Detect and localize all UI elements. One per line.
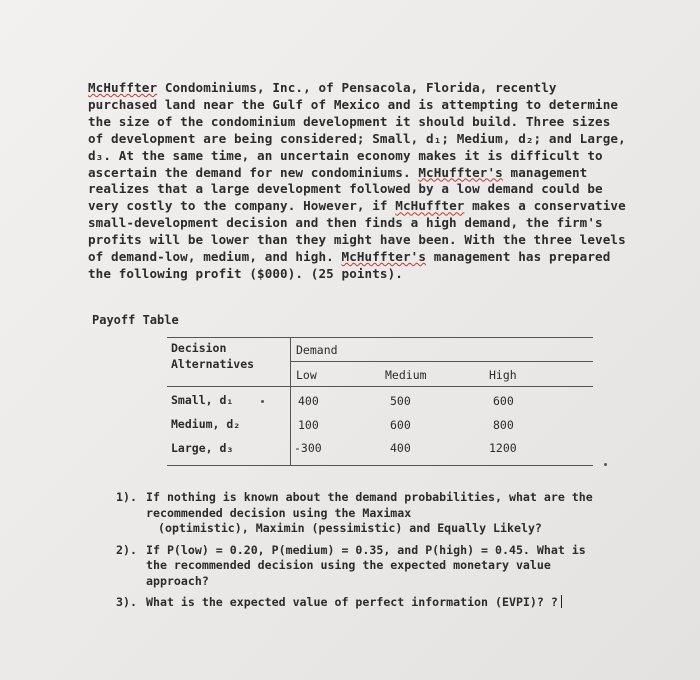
paragraph-line: the following profit ($000). (25 points). <box>88 265 403 281</box>
question-item <box>116 490 646 537</box>
stray-dot <box>604 463 607 466</box>
paragraph-line: d₃. At the same time, an uncertain economy makes it is difficult to <box>88 147 603 163</box>
cell-medium-medium: 600 <box>390 418 411 432</box>
paragraph-line: the size of the condominium development it should build. Three sizes <box>88 113 611 129</box>
cell-medium-low: 100 <box>298 418 319 432</box>
cell-small-low: 400 <box>298 394 319 408</box>
paragraph-line: profits will be lower than they might have been. With the three levels <box>88 232 626 248</box>
table-top-rule <box>167 337 593 338</box>
question-line: If nothing is known about the demand probabilities, what are the <box>146 490 593 504</box>
question-line: approach? <box>146 573 209 588</box>
row-label-small: Small, d₁ <box>171 393 234 407</box>
cell-small-high: 600 <box>493 394 514 408</box>
payoff-table-heading: Payoff Table <box>92 313 179 327</box>
column-header-low: Low <box>296 368 317 382</box>
paragraph-line: McHuffter Condominiums, Inc., of Pensacola, Florida, recently <box>88 80 557 95</box>
header-bottom-rule <box>167 386 593 387</box>
question-item <box>116 595 646 611</box>
question-number: 3). <box>116 595 137 609</box>
paragraph-line: very costly to the company. However, if McHuffter makes a conservative <box>88 198 626 214</box>
question-item <box>116 543 646 590</box>
table-column-divider <box>290 337 291 466</box>
column-header-high: High <box>489 368 517 382</box>
table-bottom-rule <box>167 465 593 466</box>
paragraph-line: purchased land near the Gulf of Mexico and is attempting to determine <box>88 96 619 112</box>
problem-paragraph <box>88 80 648 283</box>
paragraph-line: ascertain the demand for new condominiums. McHuffter's management <box>88 164 588 180</box>
paragraph-line: of development are being considered; Small, d₁; Medium, d₂; and Large, <box>88 130 626 146</box>
row-label-large: Large, d₃ <box>171 441 234 455</box>
company-name-misspelled: McHuffter <box>88 80 158 95</box>
company-name-misspelled: McHuffter's <box>418 164 503 180</box>
company-name-misspelled: McHuffter's <box>341 249 427 265</box>
question-line: If P(low) = 0.20, P(medium) = 0.35, and P(high) = 0.45. What is <box>146 542 586 557</box>
question-line: the recommended decision using the expected monetary value <box>146 558 551 572</box>
alternatives-header: Alternatives <box>171 357 255 371</box>
cell-large-high: 1200 <box>489 441 517 455</box>
payoff-table <box>167 337 593 467</box>
text-cursor <box>561 595 562 608</box>
question-line: (optimistic), Maximin (pessimistic) and Equally Likely? <box>158 521 542 535</box>
cell-medium-high: 800 <box>493 418 514 432</box>
question-number: 2). <box>116 542 137 557</box>
question-line: recommended decision using the Maximax <box>146 505 412 520</box>
row-label-medium: Medium, d₂ <box>171 417 241 431</box>
paragraph-line: realizes that a large development followed by a low demand could be <box>88 181 603 197</box>
cell-small-medium: 500 <box>390 394 411 408</box>
paragraph-line: small-development decision and then finds a high demand, the firm's <box>88 215 603 231</box>
cell-large-medium: 400 <box>390 441 411 455</box>
paragraph-line: of demand-low, medium, and high. McHuffter's management has prepared <box>88 249 611 265</box>
question-number: 1). <box>116 490 137 504</box>
stray-dot <box>261 400 264 403</box>
demand-header: Demand <box>296 343 338 357</box>
column-header-medium: Medium <box>385 368 427 382</box>
company-name-misspelled: McHuffter <box>395 198 465 214</box>
decision-header: Decision <box>171 341 227 355</box>
cell-large-low: -300 <box>294 441 322 455</box>
demand-rule <box>290 361 593 362</box>
question-list <box>116 490 646 617</box>
question-line: What is the expected value of perfect information (EVPI)? ? <box>146 595 646 611</box>
